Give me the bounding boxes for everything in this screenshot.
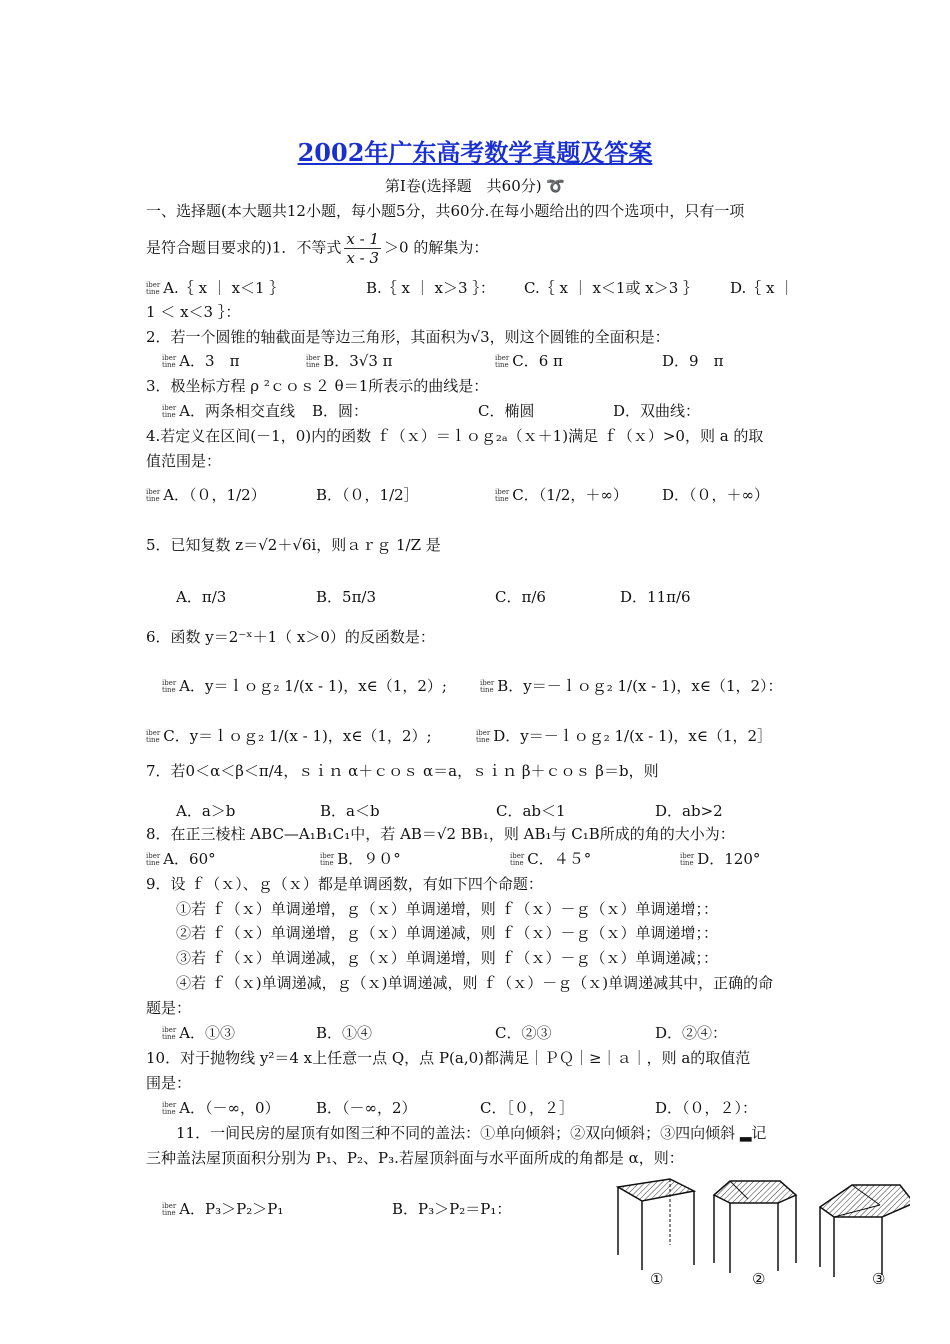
field-marker-icon: iber tine (162, 1101, 177, 1116)
q9-proposition-1: ①若 ｆ（ｘ）单调递增，ｇ（ｘ）单调递增，则 ｆ（ｘ）－ｇ（ｘ）单调递增；： (176, 900, 719, 918)
field-marker-icon: ▂ (735, 1124, 752, 1142)
figure-label-3: ③ (872, 1270, 886, 1288)
instructions-line2: 是符合题目要求的)1．不等式 $\frac{x - 1}{x - 3}$ ＞0 的解集为： (146, 230, 489, 267)
q1-option-c[interactable]: C.｛ x ｜ x＜1或 x＞3 ｝ (524, 279, 699, 297)
q2-option-a[interactable]: iber tine A．3 π (162, 352, 240, 370)
q10-stem-line2: 围是： (146, 1074, 192, 1092)
q1-option-d-cont: 1 ＜ x＜3 ｝： (146, 303, 241, 321)
roof-four-slope (820, 1185, 910, 1277)
q1-fraction: $\frac{x - 1}{x - 3}$ (346, 230, 380, 267)
q7-option-c[interactable]: C．ab＜1 (496, 802, 566, 820)
q1-option-a[interactable]: iber tine A.｛ x ｜ x＜1 ｝ (146, 279, 285, 297)
q8-option-d[interactable]: iber tine D．120° (680, 850, 761, 868)
q9-proposition-2: ②若 ｆ（ｘ）单调递增，ｇ（ｘ）单调递减，则 ｆ（ｘ）－ｇ（ｘ）单调递增；： (176, 924, 719, 942)
q3-stem: 3．极坐标方程 ρ ²ｃｏｓ２ θ＝1所表示的曲线是： (146, 377, 489, 395)
q9-option-c[interactable]: C．②③ (495, 1024, 552, 1042)
q9-proposition-3: ③若 ｆ（ｘ）单调递减，ｇ（ｘ）单调递增，则 ｆ（ｘ）－ｇ（ｘ）单调递减；： (176, 949, 719, 967)
field-marker-icon: iber tine (146, 281, 161, 296)
field-marker-icon: iber tine (306, 354, 321, 369)
field-marker-icon: iber tine (146, 852, 161, 867)
q5-stem: 5．已知复数 z＝√2＋√6i，则ａｒｇ 1/Z 是 (146, 536, 441, 554)
q11-stem-line1: 11．一间民房的屋顶有如图三种不同的盖法：①单向倾斜；②双向倾斜；③四向倾斜 ▂记 (176, 1124, 767, 1142)
q3-option-b[interactable]: B．圆： (312, 402, 369, 420)
q7-option-d[interactable]: D．ab>2 (655, 802, 723, 820)
figure-label-1: ① (650, 1270, 664, 1288)
field-marker-icon: iber tine (162, 679, 177, 694)
q10-option-a[interactable]: iber tine A．（－∞，0） (162, 1099, 280, 1117)
q9-proposition-4-cont: 题是： (146, 999, 192, 1017)
field-marker-icon: iber tine (476, 729, 491, 744)
q6-option-b[interactable]: iber tine B．y＝－ｌｏｇ₂ 1/(x - 1)，x∈（1，2）： (480, 677, 783, 695)
q3-option-c[interactable]: C．椭圆 (478, 402, 535, 420)
q1-option-d[interactable]: D.｛ x ｜ (730, 279, 795, 297)
q3-option-a[interactable]: iber tine A．两条相交直线 (162, 402, 296, 420)
field-marker-icon: iber tine (495, 354, 510, 369)
q4-stem-line2: 值范围是： (146, 452, 222, 470)
figure-label-2: ② (752, 1270, 766, 1288)
field-marker-icon: iber tine (146, 729, 161, 744)
roof-double-slope (714, 1181, 796, 1273)
q7-option-b[interactable]: B．a＜b (320, 802, 380, 820)
instructions-line1: 一、选择题(本大题共12小题，每小题5分，共60分.在每小题给出的四个选项中，只有一项 (146, 202, 745, 220)
q5-option-d[interactable]: D．11π/6 (620, 588, 691, 606)
q3-option-d[interactable]: D．双曲线： (613, 402, 701, 420)
field-marker-icon: iber tine (162, 1202, 177, 1217)
q8-stem: 8．在正三棱柱 ABC—A₁B₁C₁中，若 AB＝√2 BB₁，则 AB₁与 C₁B所成的角的大小为： (146, 825, 735, 843)
q11-option-a[interactable]: iber tine A．P₃＞P₂＞P₁ (162, 1200, 284, 1218)
q6-stem: 6．函数 y＝2⁻ˣ＋1（ x＞0）的反函数是： (146, 628, 435, 646)
q9-stem: 9．设 ｆ（ｘ）、ｇ（ｘ）都是单调函数，有如下四个命题： (146, 875, 543, 893)
q4-option-b[interactable]: B．（０，1/2］ (316, 486, 419, 504)
q10-option-c[interactable]: C．［０，２］ (480, 1099, 574, 1117)
q8-option-c[interactable]: iber tine C．４５° (510, 850, 592, 868)
q5-option-b[interactable]: B．5π/3 (316, 588, 377, 606)
q10-stem-line1: 10．对于抛物线 y²＝4 x上任意一点 Q，点 P(a,0)都满足｜ＰＱ｜≥｜ａ｜，则 a的取值范 (146, 1049, 751, 1067)
field-marker-icon: iber tine (680, 852, 695, 867)
roof-single-slope (618, 1179, 694, 1270)
q4-option-d[interactable]: D．（０，＋∞） (662, 486, 770, 504)
field-marker-icon: iber tine (162, 354, 177, 369)
q8-option-b[interactable]: iber tine B．９０° (320, 850, 401, 868)
q11-stem-line2: 三种盖法屋顶面积分别为 P₁、P₂、P₃.若屋顶斜面与水平面所成的角都是 α，则： (146, 1149, 684, 1167)
q8-option-a[interactable]: iber tine A．60° (146, 850, 216, 868)
field-marker-icon: iber tine (162, 1026, 177, 1041)
field-marker-icon: iber tine (146, 488, 161, 503)
q6-option-c[interactable]: iber tine C．y＝ｌｏｇ₂ 1/(x - 1)，x∈（1，2）; (146, 727, 432, 745)
q9-option-d[interactable]: D．②④： (655, 1024, 728, 1042)
q7-option-a[interactable]: A．a＞b (176, 802, 236, 820)
page-title[interactable]: 2002年广东高考数学真题及答案 (297, 138, 653, 167)
q4-option-a[interactable]: iber tine A．（０，1/2） (146, 486, 266, 504)
q2-option-c[interactable]: iber tine C．6 π (495, 352, 563, 370)
section-header: 第Ⅰ卷(选择题 共60分) ➰ (384, 177, 566, 195)
q2-stem: 2．若一个圆锥的轴截面是等边三角形，其面积为√3，则这个圆锥的全面积是： (146, 328, 670, 346)
q2-option-b[interactable]: iber tine B．3√3 π (306, 352, 393, 370)
field-marker-icon: iber tine (480, 679, 495, 694)
field-marker-icon: iber tine (320, 852, 335, 867)
anchor-icon: ➰ (541, 177, 566, 195)
q5-option-c[interactable]: C．π/6 (495, 588, 546, 606)
field-marker-icon: iber tine (510, 852, 525, 867)
q2-option-d[interactable]: D．9 π (662, 352, 724, 370)
q9-proposition-4: ④若 ｆ（ｘ)单调递减，ｇ（ｘ)单调递减，则 ｆ（ｘ）－ｇ（ｘ)单调递减其中，正确的命 (176, 974, 774, 992)
q10-option-d[interactable]: D．（０，２）： (655, 1099, 758, 1117)
field-marker-icon: iber tine (162, 404, 177, 419)
q4-option-c[interactable]: iber tine C．（1/2，＋∞） (495, 486, 628, 504)
q7-stem: 7．若0＜α＜β＜π/4，ｓｉｎ α＋ｃｏｓ α＝a，ｓｉｎ β＋ｃｏｓ β＝b，则 (146, 762, 659, 780)
q4-stem-line1: 4.若定义在区间(－1，0)内的函数 ｆ（ｘ）＝ｌｏｇ₂ₐ（ｘ＋1)满足 ｆ（ｘ）>0，则 a 的取 (146, 427, 764, 445)
field-marker-icon: iber tine (495, 488, 510, 503)
q6-option-a[interactable]: iber tine A．y＝ｌｏｇ₂ 1/(x - 1)，x∈（1，2）; (162, 677, 447, 695)
q1-option-b[interactable]: B.｛ x ｜ x＞3 ｝： (366, 279, 495, 297)
q11-option-b[interactable]: B．P₃＞P₂＝P₁： (392, 1200, 512, 1218)
q9-option-a[interactable]: iber tine A．①③ (162, 1024, 236, 1042)
q5-option-a[interactable]: A．π/3 (176, 588, 227, 606)
q6-option-d[interactable]: iber tine D．y＝－ｌｏｇ₂ 1/(x - 1)，x∈（1，2］ (476, 727, 773, 745)
q9-option-b[interactable]: B．①④ (316, 1024, 373, 1042)
q10-option-b[interactable]: B．（－∞，2） (316, 1099, 417, 1117)
